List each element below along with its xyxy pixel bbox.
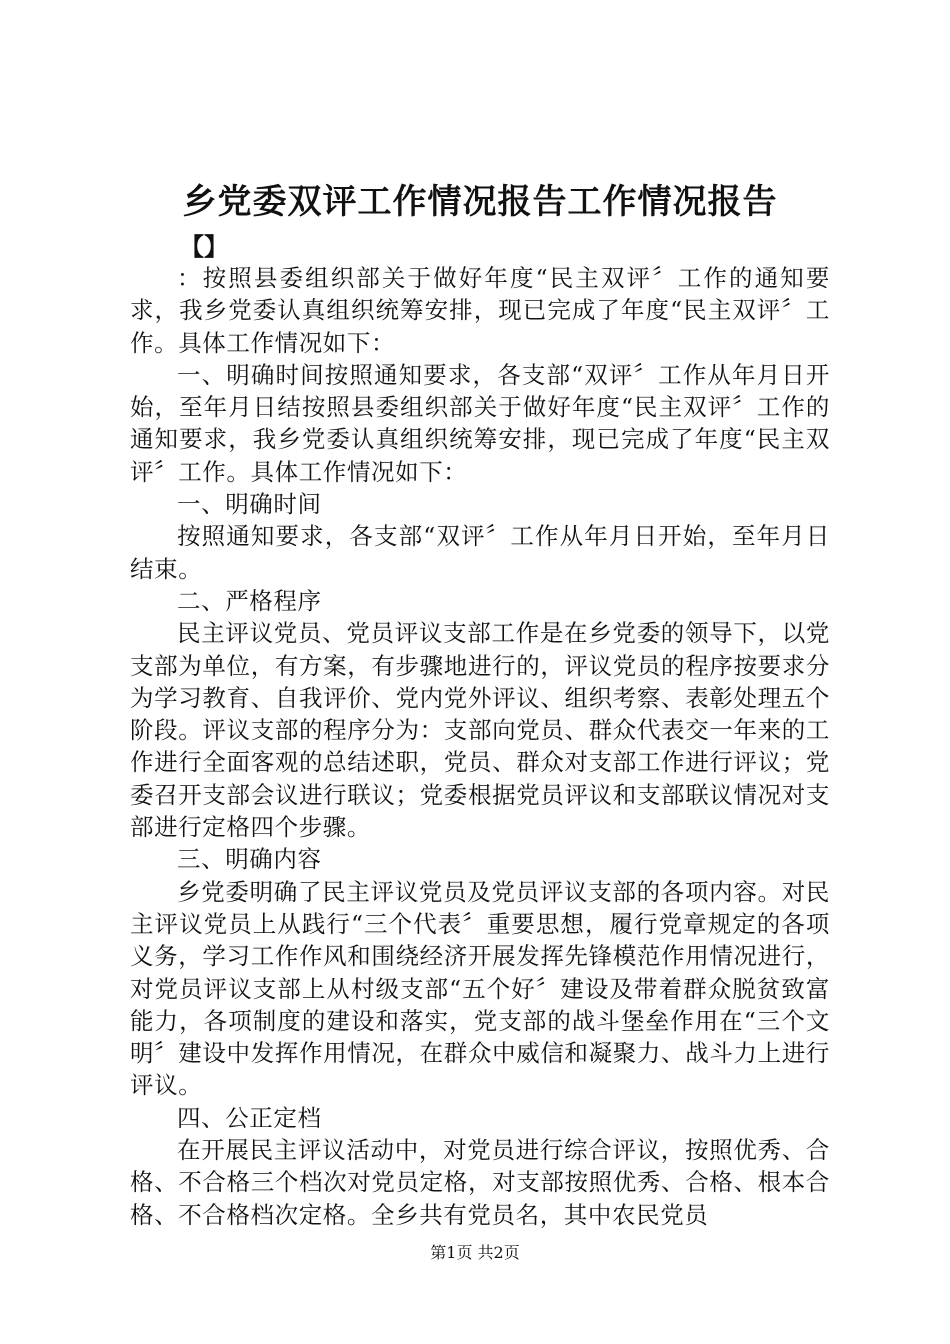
document-body — [130, 262, 830, 1231]
paragraph-procedure: 民主评议党员、党员评议支部工作是在乡党委的领导下，以党支部为单位，有方案，有步骤地进行的，评议党员的程序按要求分为学习教育、自我评价、党内党外评议、组织考察、表彰处理五个阶段。评议支部的程序分为：支部向党员、群众代表交一年来的工作进行全面客观的总结述职，党员、群众对支部工作进行评议；党委召开支部会议进行联议；党委根据党员评议和支部联议情况对支部进行定格四个步骤。 — [130, 619, 830, 842]
paragraph-grading: 在开展民主评议活动中，对党员进行综合评议，按照优秀、合格、不合格三个档次对党员定格，对支部按照优秀、合格、根本合格、不合格档次定格。全乡共有党员名，其中农民党员 — [130, 1136, 830, 1229]
page-footer: 第1页 共2页 — [430, 1243, 520, 1262]
section-heading-content: 三、明确内容 — [177, 845, 322, 874]
paragraph-content: 乡党委明确了民主评议党员及党员评议支部的各项内容。对民主评议党员上从践行“三个代表〞重要思想，履行党章规定的各项义务，学习工作作风和围绕经济开展发挥先锋模范作用情况进行，对党员评议支部上从村级支部“五个好〞建设及带着群众脱贫致富能力，各项制度的建设和落实，党支部的战斗堡垒作用在“三个文明〞建设中发挥作用情况，在群众中威信和凝聚力、战斗力上进行评议。 — [130, 877, 830, 1100]
document-title: 乡党委双评工作情况报告工作情况报告 — [182, 182, 778, 222]
paragraph-time: 按照通知要求，各支部“双评〞工作从年月日开始，至年月日结束。 — [130, 522, 830, 583]
section-heading-grading: 四、公正定档 — [177, 1103, 322, 1132]
section-heading-time: 一、明确时间 — [177, 490, 322, 519]
paragraph-intro: ：按照县委组织部关于做好年度“民主双评〞工作的通知要求，我乡党委认真组织统筹安排，现已完成了年度“民主双评〞工作。具体工作情况如下： — [130, 264, 830, 357]
title-bracket: 【】 — [180, 232, 228, 261]
section-heading-procedure: 二、严格程序 — [177, 586, 322, 615]
paragraph-summary: 一、明确时间按照通知要求，各支部“双评〞工作从年月日开始，至年月日结按照县委组织部关于做好年度“民主双评〞工作的通知要求，我乡党委认真组织统筹安排，现已完成了年度“民主双评〞工作。具体工作情况如下： — [130, 360, 830, 486]
